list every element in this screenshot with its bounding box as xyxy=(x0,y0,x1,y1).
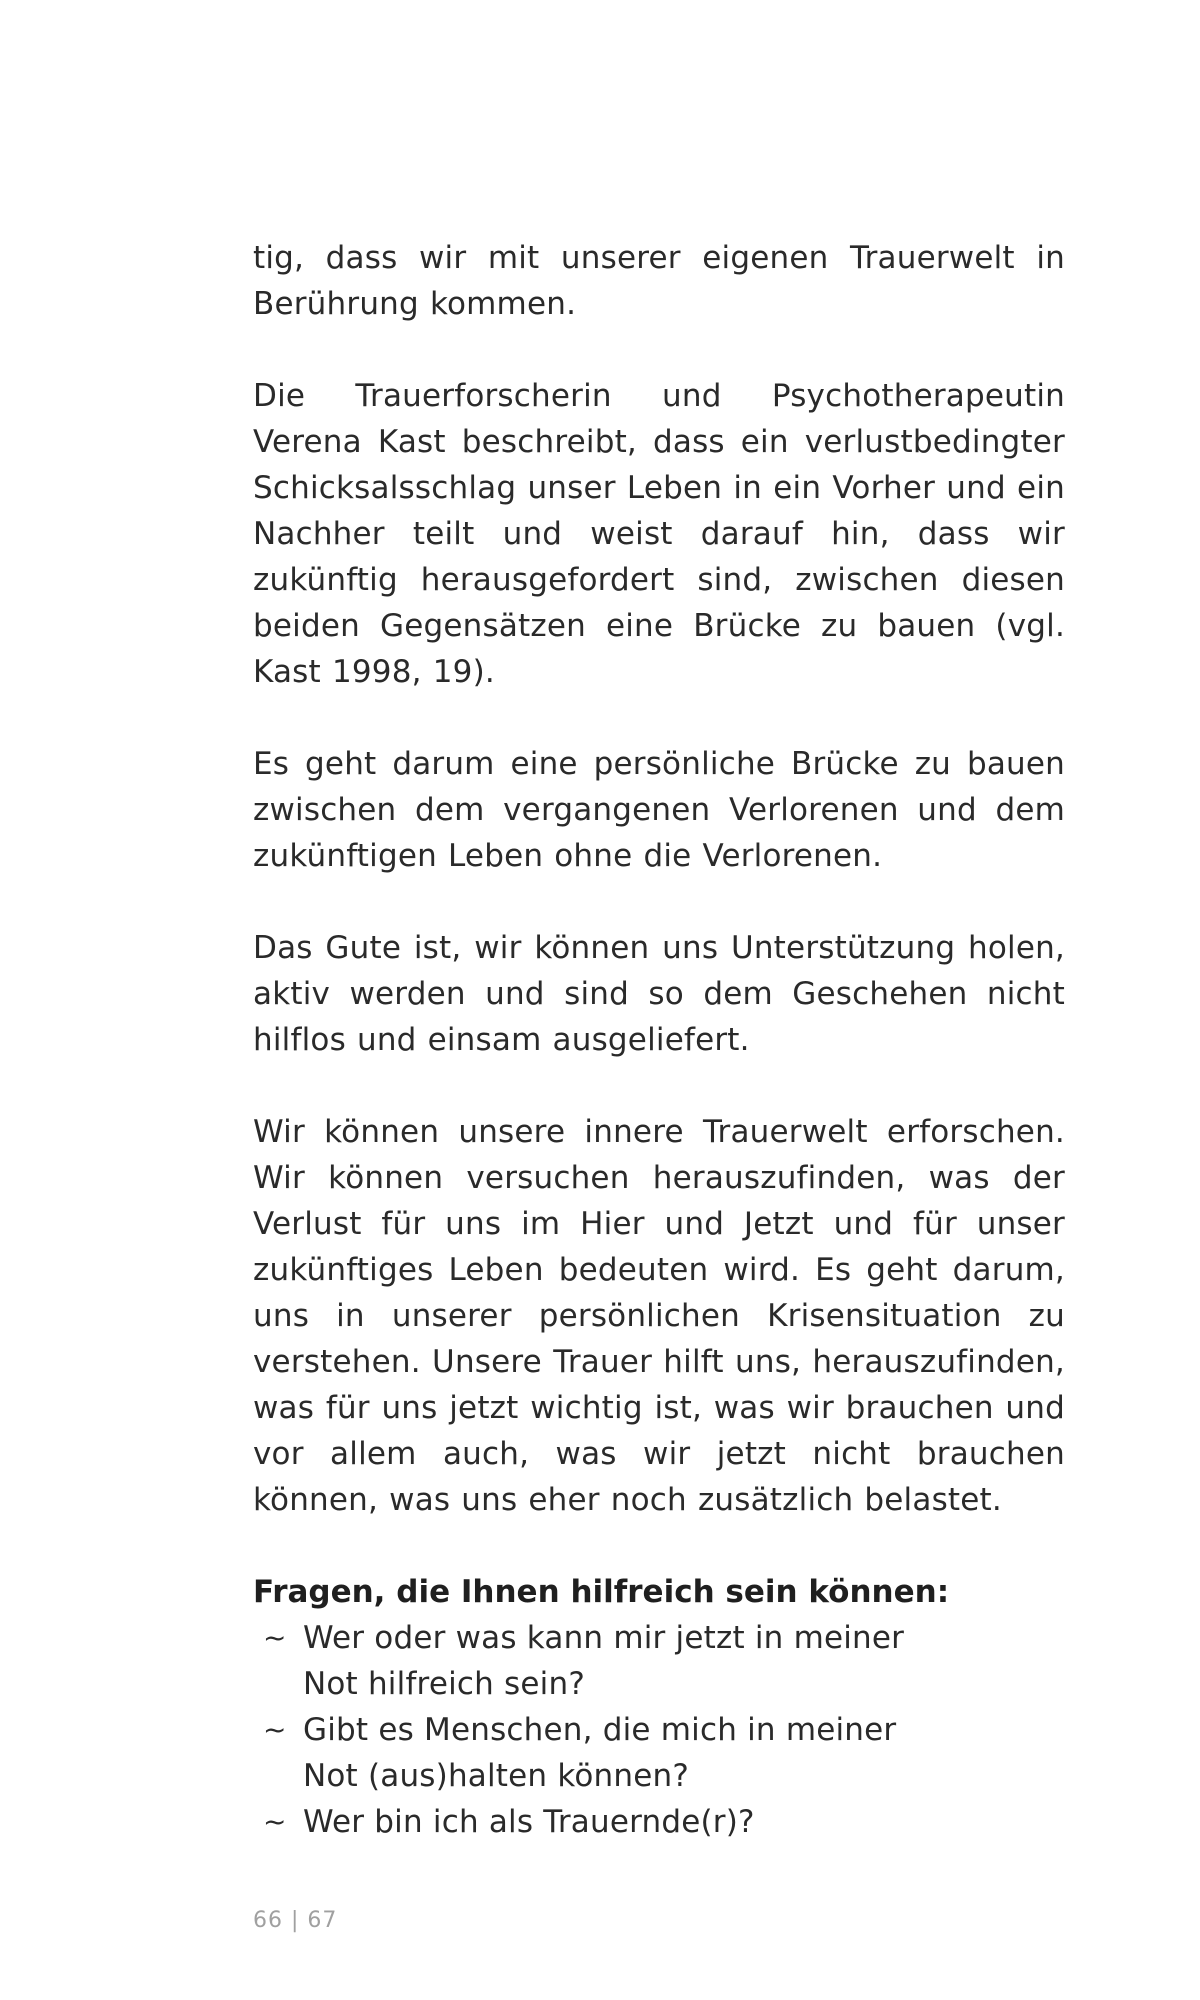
paragraph-kast: Die Trauerforscherin und Psychotherapeutin Verena Kast beschreibt, dass ein verlustbedingter Schicksalsschlag unser Leben in ein Vorher und ein Nachher teilt und weist darauf hin, dass wir zukünftig herausgefordert sind, zwischen diesen beiden Gegensätzen eine Brücke zu bauen (vgl. Kast 1998, 19). xyxy=(253,378,1065,690)
paragraph-bridge: Es geht darum eine persönliche Brücke zu bauen zwischen dem vergangenen Verlorenen und dem zukünftigen Leben ohne die Verlorenen. xyxy=(253,746,1065,874)
tilde-bullet-icon: ~ xyxy=(263,1805,287,1838)
question-text: Wer oder was kann mir jetzt in meiner Not hilfreich sein? xyxy=(303,1620,905,1702)
tilde-bullet-icon: ~ xyxy=(263,1713,287,1746)
question-list xyxy=(253,1615,913,1845)
paragraph-continuation: tig, dass wir mit unserer eigenen Trauerwelt in Berührung kommen. xyxy=(253,240,1065,322)
question-text: Wer bin ich als Trauernde(r)? xyxy=(303,1804,755,1840)
tilde-bullet-icon: ~ xyxy=(263,1621,287,1654)
paragraph-explore: Wir können unsere innere Trauerwelt erforschen. Wir können versuchen herauszufinden, was der Verlust für uns im Hier und Jetzt und für unser zukünftiges Leben bedeuten wird. Es geht darum, uns in unserer persönlichen Krisensituation zu verstehen. Unsere Trauer hilft uns, herauszufinden, was für uns jetzt wichtig ist, was wir brauchen und vor allem auch, was wir jetzt nicht brauchen können, was uns eher noch zusätzlich belastet. xyxy=(253,1114,1065,1518)
question-item xyxy=(253,1707,913,1799)
page-number: 66 | 67 xyxy=(253,1908,338,1933)
question-item xyxy=(253,1799,913,1845)
question-text: Gibt es Menschen, die mich in meiner Not (aus)halten können? xyxy=(303,1712,897,1794)
paragraph-support: Das Gute ist, wir können uns Unterstützung holen, aktiv werden und sind so dem Geschehen nicht hilflos und einsam ausgeliefert. xyxy=(253,930,1065,1058)
question-item xyxy=(253,1615,913,1707)
questions-heading: Fragen, die Ihnen hilfreich sein können: xyxy=(253,1574,950,1610)
book-page-body xyxy=(253,235,1065,1845)
